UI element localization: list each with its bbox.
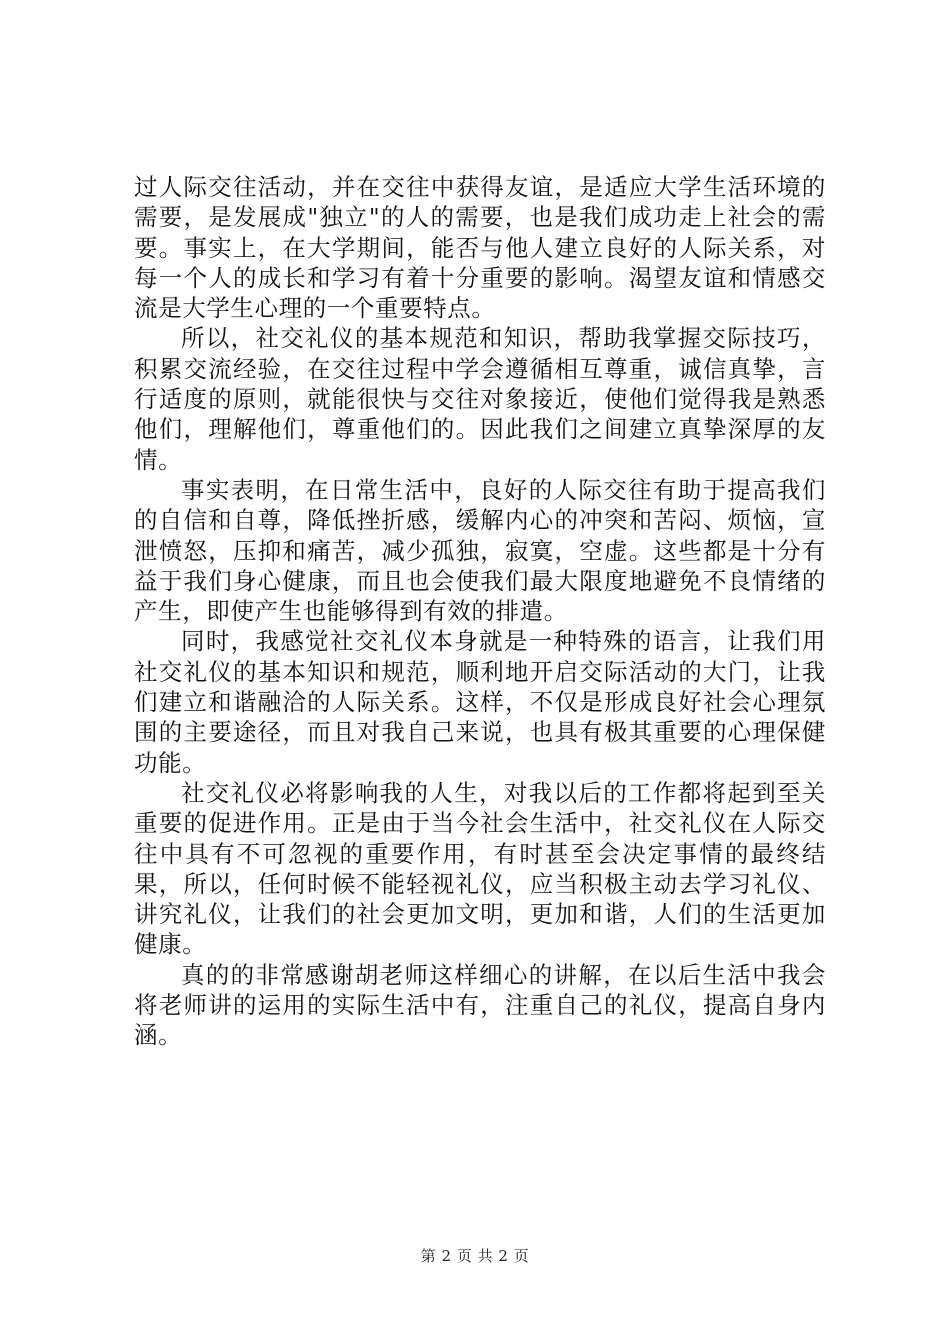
paragraph: 事实表明，在日常生活中，良好的人际交往有助于提高我们的自信和自尊，降低挫折感，缓解内心的冲突和苦闷、烦恼，宣泄愤怒，压抑和痛苦，减少孤独，寂寞，空虚。这些都是十分有益于我们身心健康，而且也会使我们最大限度地避免不良情绪的产生，即使产生也能够得到有效的排遣。: [134, 475, 826, 626]
document-body: [134, 172, 826, 1051]
paragraph-continued: 过人际交往活动，并在交往中获得友谊，是适应大学生活环境的需要，是发展成"独立"的人的需要，也是我们成功走上社会的需要。事实上，在大学期间，能否与他人建立良好的人际关系，对每一个人的成长和学习有着十分重要的影响。渴望友谊和情感交流是大学生心理的一个重要特点。: [134, 173, 826, 323]
paragraph: 所以，社交礼仪的基本规范和知识，帮助我掌握交际技巧，积累交流经验，在交往过程中学会遵循相互尊重，诚信真挚，言行适度的原则，就能很快与交往对象接近，使他们觉得我是熟悉他们，理解他们，尊重他们的。因此我们之间建立真挚深厚的友情。: [134, 324, 826, 474]
paragraph: 真的的非常感谢胡老师这样细心的讲解，在以后生活中我会将老师讲的运用的实际生活中有，注重自己的礼仪，提高自身内涵。: [134, 960, 826, 1050]
paragraph: 同时，我感觉社交礼仪本身就是一种特殊的语言，让我们用社交礼仪的基本知识和规范，顺利地开启交际活动的大门，让我们建立和谐融洽的人际关系。这样，不仅是形成良好社会心理氛围的主要途径，而且对我自己来说，也具有极其重要的心理保健功能。: [134, 627, 826, 777]
page-number-footer: 第 2 页 共 2 页: [420, 1247, 530, 1265]
paragraph: 社交礼仪必将影响我的人生，对我以后的工作都将起到至关重要的促进作用。正是由于当今社会生活中，社交礼仪在人际交往中具有不可忽视的重要作用，有时甚至会决定事情的最终结果，所以，任何时候不能轻视礼仪，应当积极主动去学习礼仪、讲究礼仪，让我们的社会更加文明，更加和谐，人们的生活更加健康。: [134, 778, 826, 959]
